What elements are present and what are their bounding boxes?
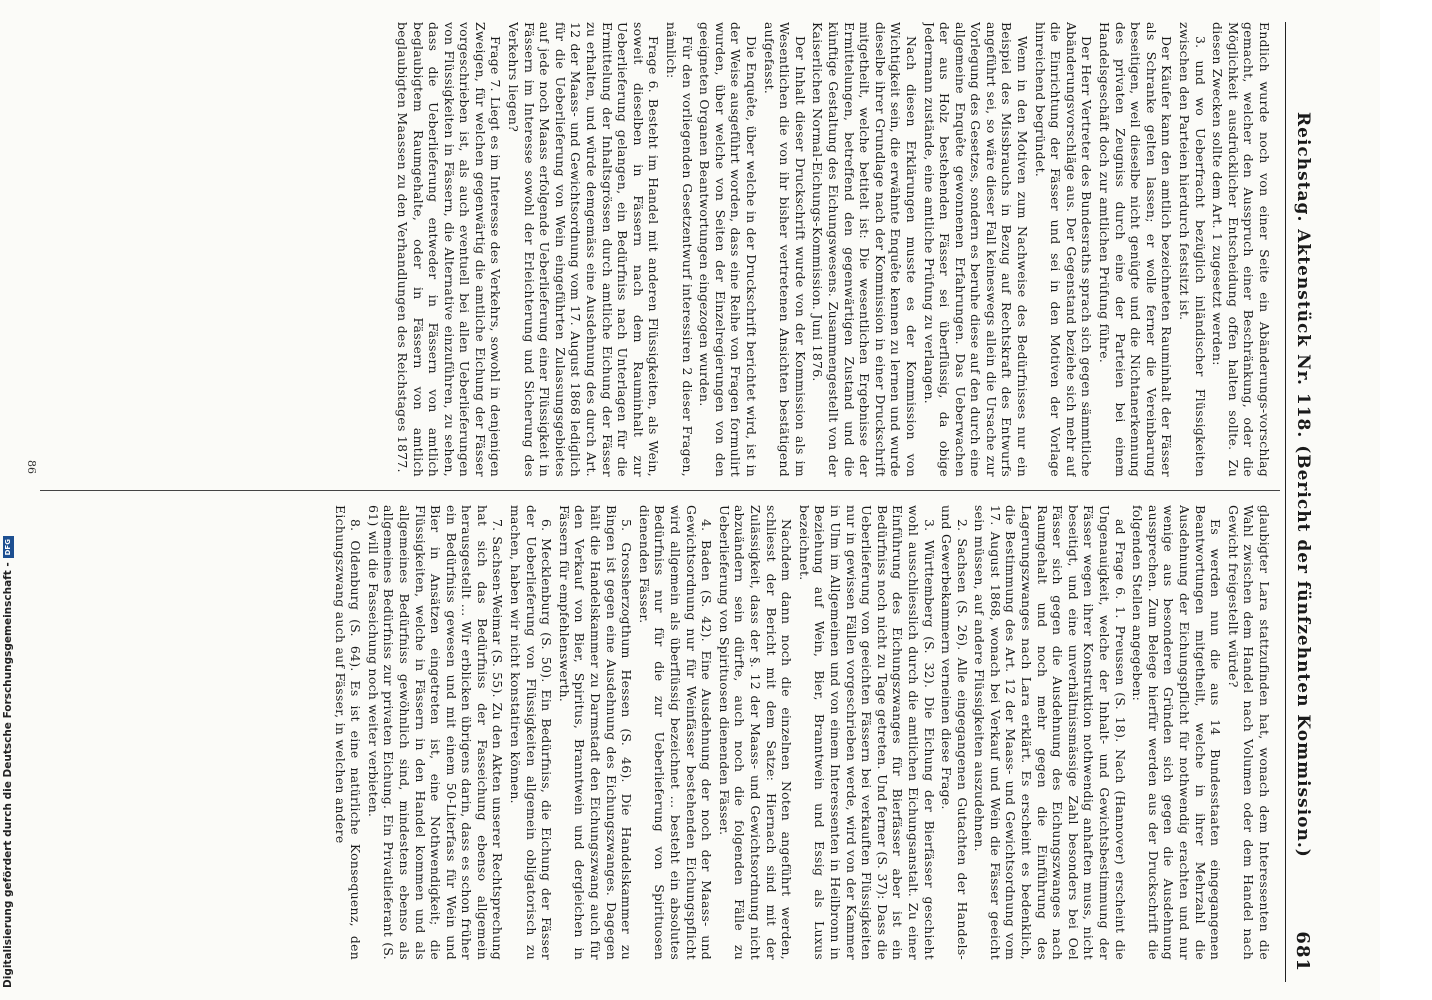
paragraph: 4. Baden (S. 42). Eine Ausdehnung der noch der Maass- und Gewichtsordnung nur für Weinfässer bestehenden Eichungspflicht wird allgemein als überflüssig bezeichnet ... besteht ein absolutes Bedürfniss nur für die zur Ueberlieferung von Spirituosen dienenden Fässer. xyxy=(636,505,715,960)
paragraph: Der Käufer kann den amtlich bezeichneten Rauminhalt der Fässer als Schranke gelten lassen; er wolle ferner die Vereinbarung beseitigen, weil dieselbe nicht genügte und die Nichtanerkennung des privaten Zeugniss durch eine der Parteien bei einem Handelsgeschäft doch zur amtlichen Prüfung führe. xyxy=(1097,22,1175,477)
paragraph: 5. Grossherzogthum Hessen (S. 46). Die Handelskammer zu Bingen ist gegen eine Ausdehnung des Eichungszwanges. Dagegen hält die Handelskammer zu Darmstadt den Eichungszwang auch für den Verkauf von Bier, Spiritus, Branntwein und dergleichen in Fässern für empfehlenswerth. xyxy=(556,505,635,960)
paragraph: Nach diesen Erklärungen musste es der Kommission von Wichtigkeit sein, die erwähnte Enquête kennen zu lernen und wurde dieselbe ihrer Grundlage nach der Kommission in einer Druckschrift mitgetheilt, welche betitelt ist: Die wesentlichen Ergebnisse der Ermittelungen, betreffend den gegenwärtigen Zustand und die künftige Gestaltung des Eichungswesens. Zusammengestellt von der Kaiserlichen Normal-Eichungs-Kommission. Juni 1876. xyxy=(810,22,919,477)
paragraph: 2. Sachsen (S. 26). Alle eingegangenen Gutachten der Handels- und Gewerbekammern verneinen diese Frage. xyxy=(939,505,970,960)
credit-text: Digitalisierung gefördert durch die Deutsche Forschungsgemeinschaft - xyxy=(2,562,14,988)
paragraph: ad Frage 6. 1. Preussen (S. 18). Nach (Hannover) erscheint die Ungenauigkeit, welche der Inhalt- und Gewichtsbestimmung der Fässer wegen ihrer Konstruktion nothwendig anhaften muss, nicht beseitigt, und eine unverhältnissmässige Zahl besonders bei Oel Fässer sich gegen die Ausdehnung des Eichungszwanges nach Raumgehalt und noch mehr gegen die Einführung des Lagerungszwanges nach Lara erklärt. Es erscheint es bedenklich, die Bestimmung des Art. 12 der Maass- und Gewichtsordnung vom 17. August 1868, wonach bei Verkauf und Wein die Fässer geeicht sein müssen, auf andere Flüssigkeiten auszudehnen. xyxy=(972,505,1128,960)
paragraph: Endlich wurde noch von einer Seite ein Abänderungs-vorschlag gemacht, welcher den Ausspruch einer Beschränkung, oder die Möglichkeit ausdrücklicher Entscheidung offen halten sollte. Zu diesen Zwecken sollte dem Art. 1 zugesetzt werden: xyxy=(1210,22,1272,477)
paragraph: glaubigter Lara stattzufinden hat, wonach dem Interessenten die Wahl zwischen dem Handel nach Volumen oder dem Handel nach Gewicht freigestellt würde? xyxy=(1225,505,1272,960)
right-column xyxy=(42,505,1272,960)
left-column xyxy=(42,22,1272,477)
credit-strip xyxy=(2,0,24,1000)
paragraph: Der Herr Vertreter des Bundesraths sprach sich gegen sämmtliche Abänderungsvorschläge aus. Der Gegenstand beziehe sich mehr auf die Einrichtung der Fässer und sei in den Motiven der Vorlage hinreichend begründet. xyxy=(1032,22,1095,477)
paragraph: Nachdem dann noch die einzelnen Noten angeführt werden, schliesst der Bericht mit dem Satze: Hiernach sind mit der Zulässigkeit, dass der §. 12 der Maass- und Gewichtsordnung nicht abzuändern sein dürfte, auch noch die folgenden Fälle zu Ueberlieferung von Spirituosen dienenden Fässer. xyxy=(716,505,795,960)
dfg-logo-icon: DFG xyxy=(3,536,14,558)
paragraph: 3. Württemberg (S. 32). Die Eichung der Bierfässer geschieht wohl ausschliesslich durch die amtlichen Eichungsanstalt. Zu einer Einführung des Eichungszwanges für Bierfässer aber ist ein Bedürfniss noch nicht zu Tage getreten. Und ferner (S. 37): Dass die Ueberlieferung von geeichten Fässern bei verkauften Flüssigkeiten nur in gewissen Fällen vorgeschrieben werde, wird von der Kammer in Ulm im Allgemeinen und von einem Interessenten in Heilbronn in Beziehung auf Wein, Bier, Branntwein und Essig als Luxus bezeichnet. xyxy=(796,505,937,960)
paragraph: 8. Oldenburg (S. 64). Es ist eine natürliche Konsequenz, den Eichungszwang auch auf Fässer, in welchen andere xyxy=(332,505,364,960)
paragraph: 3. und wo Ueberfracht bezüglich inländischer Flüssigkeiten zwischen den Parteien hierdurch festsitzt ist. xyxy=(1177,22,1208,477)
paragraph: Der Inhalt dieser Druckschrift wurde von der Kommission als im Wesentlichen die von ihr bisher vertretenen Ansichten bestätigend aufgefasst. xyxy=(761,22,808,477)
page-title: Reichstag. Aktenstück Nr. 118. (Bericht der fünfzehnten Kommission.) xyxy=(1293,112,1313,858)
paragraph: Für den vorliegenden Gesetzentwurf interessiren 2 dieser Fragen, nämlich: xyxy=(664,22,695,477)
paragraph: 7. Sachsen-Weimar (S. 55). Zu den Akten unserer Rechtsprechung hat sich das Bedürfniss der Fasseichung ebenso allgemein herausgestellt ... Wir erblicken übrigens darin, dass es schon früher ein Bedürfniss gewesen und mit einem 50-Literfass für Wein und Bier in Ansätzen eingetreten ist, eine Nothwendigkeit; die Flüssigkeiten, welche in Fässern in den Handel kommen und als allgemeines Bedürfniss gewöhnlich sind, mindestens ebenso als allgemeines Bedürfniss zur privaten Eichung. Ein Privatlieferant (S. 61) will die Fasseichung noch weiter verbieten. xyxy=(365,505,506,960)
paragraph: Die Enquête, über welche in der Druckschrift berichtet wird, ist in der Weise ausgeführt worden, dass eine Reihe von Fragen formulirt wurden, über welche von Seiten der Einzelregierungen von den geeigneten Organen Beantwortungen eingezogen wurden. xyxy=(697,22,759,477)
paragraph: Wenn in den Motiven zum Nachweise des Bedürfnisses nur ein Beispiel des Missbrauchs in Bezug auf Rechtskraft des Entwurfs angeführt sei, so wäre dieser Fall keineswegs allein die Ursache zur Vorlegung des Gesetzes, sondern es beruhe diese auf den durch eine allgemeine Enquête gewonnenen Erfahrungen. Das Ueberwachen der aus Holz bestehenden Fässer sei überflüssig, da obige Jedermann zustände, eine amtliche Prüfung zu verlangen. xyxy=(921,22,1031,477)
column-divider xyxy=(40,490,1280,491)
paragraph: Frage 7. Liegt es im Interesse des Verkehrs, sowohl in denjenigen Zweigen, für welchen gegenwärtig die amtliche Eichung der Fässer vorgeschrieben ist, als auch eventuell bei allen Ueberlieferungen von Flüssigkeiten in Fässern, die Alternative einzuführen, zu sehen, dass die Ueberlieferung entweder in Fässern von amtlich beglaubigtem Raumgehalte, oder in Fässern von amtlich beglaubigten Maassen zu den Verhandlungen des Reichstages 1877. xyxy=(394,22,504,477)
paragraph: 6. Mecklenburg (S. 50). Ein Bedürfniss, die Eichung der Fässer der Ueberlieferung von Flüssigkeiten allgemein obligatorisch zu machen, haben wir nicht konstatiren können. xyxy=(508,505,555,960)
signature-mark: 86 xyxy=(25,460,38,474)
page-number: 681 xyxy=(1292,931,1314,972)
paragraph: Es werden nun die aus 14 Bundesstaaten eingegangenen Beantwortungen mitgetheilt, welche in ihrer Mehrzahl die Ausdehnung der Eichungspflicht für nothwendig erachten und nur wenige aus besonderen Gründen sich gegen die Ausdehnung aussprechen. Zum Belege hierfür werden aus der Druckschrift die folgenden Stellen angegeben: xyxy=(1130,505,1224,960)
paragraph: Frage 6. Besteht im Handel mit anderen Flüssigkeiten, als Wein, soweit dieselben in Fässern nach dem Rauminhalt zur Ueberlieferung gelangen, ein Bedürfniss nach Unterlagen für die Ermittelung der Inhaltsgrössen durch amtliche Eichung der Fässer zu erhalten, und würde demgemäss eine Ausdehnung des durch Art. 12 der Maass- und Gewichtsordnung vom 17. August 1868 lediglich für die Ueberlieferung von Wein eingeführten Zulassungsgebietes auf jede noch Maass erfolgende Ueberlieferung einer Flüssigkeit in Fässern im Interesse sowohl der Erleichterung und Sicherung des Verkehrs liegen? xyxy=(506,22,662,477)
credit-line xyxy=(2,536,14,988)
running-header xyxy=(1285,22,1320,982)
